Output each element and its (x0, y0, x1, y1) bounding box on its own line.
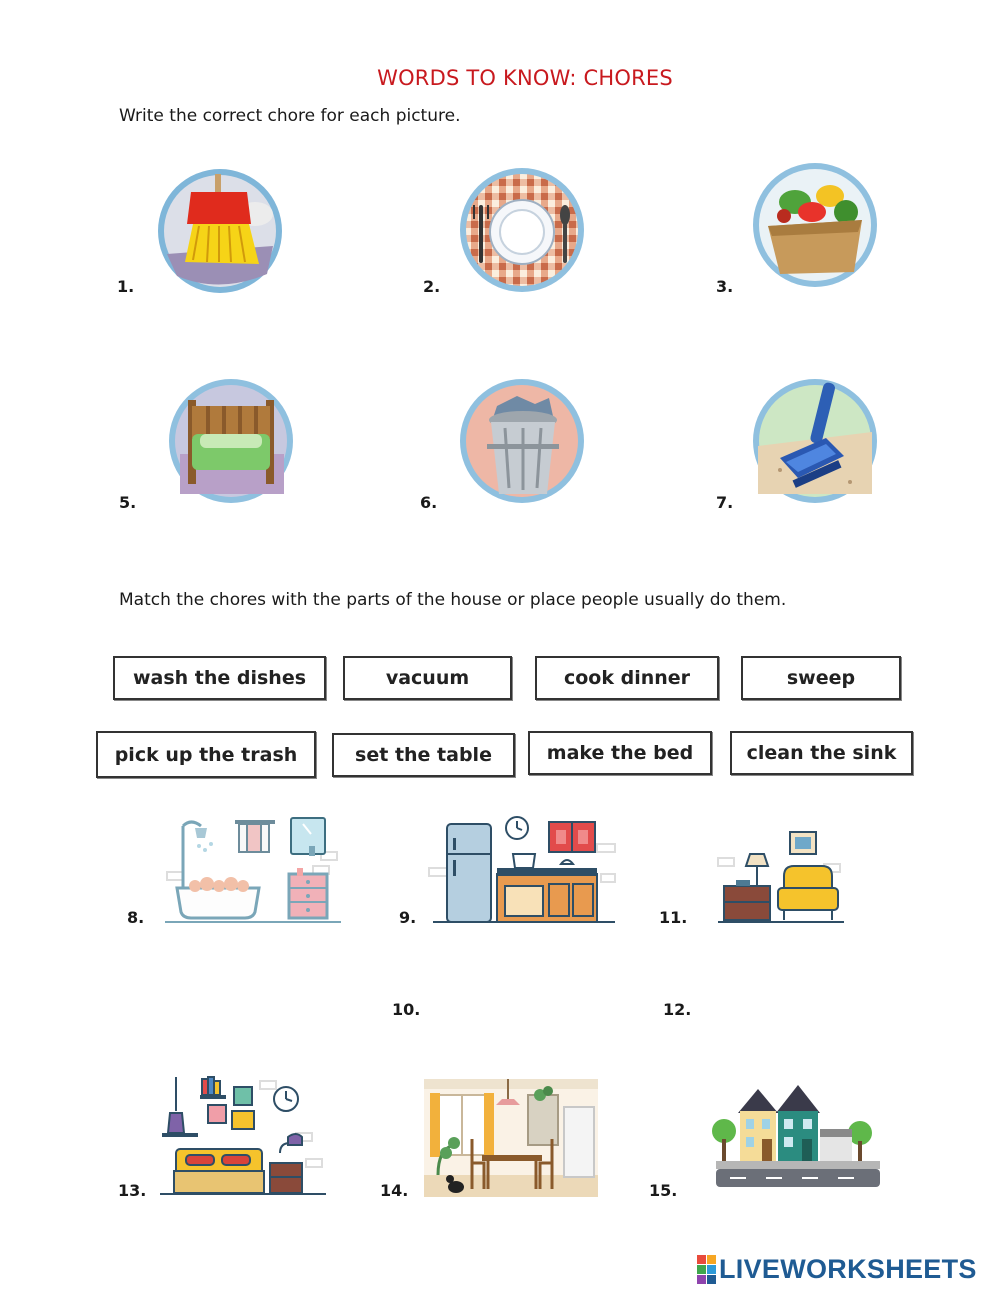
place-number: 10. (392, 1000, 421, 1019)
place-number: 11. (659, 908, 688, 927)
logo-text: LIVEWORKSHEETS (719, 1253, 977, 1284)
word-card[interactable]: pick up the trash (96, 731, 316, 778)
vacuum-cleaner-icon (750, 376, 880, 506)
liveworksheets-logo (697, 1253, 977, 1285)
word-card[interactable]: clean the sink (730, 731, 913, 775)
dining-room-icon (424, 1079, 598, 1197)
word-card[interactable]: cook dinner (535, 656, 719, 700)
item-number: 5. (119, 493, 137, 512)
word-card[interactable]: vacuum (343, 656, 512, 700)
instruction-write: Write the correct chore for each picture. (119, 106, 461, 126)
place-number: 12. (663, 1000, 692, 1019)
word-card[interactable]: set the table (332, 733, 515, 777)
bathroom-icon (155, 812, 345, 927)
logo-blocks-icon (697, 1255, 716, 1284)
broom-sweeping-icon (155, 166, 285, 296)
place-number: 9. (399, 908, 417, 927)
place-number: 15. (649, 1181, 678, 1200)
page-title: WORDS TO KNOW: CHORES (377, 66, 673, 90)
kitchen-icon (425, 814, 620, 926)
item-number: 1. (117, 277, 135, 296)
living-room-icon (716, 824, 846, 926)
table-setting-icon (457, 165, 587, 295)
bed-icon (166, 376, 296, 506)
bedroom-icon (156, 1073, 330, 1197)
item-number: 3. (716, 277, 734, 296)
word-card[interactable]: sweep (741, 656, 901, 700)
instruction-match: Match the chores with the parts of the house or place people usually do them. (119, 590, 787, 610)
street-houses-icon (710, 1077, 882, 1189)
place-number: 13. (118, 1181, 147, 1200)
place-number: 8. (127, 908, 145, 927)
item-number: 2. (423, 277, 441, 296)
word-card[interactable]: wash the dishes (113, 656, 326, 700)
cooking-ingredients-icon (750, 160, 880, 290)
item-number: 7. (716, 493, 734, 512)
trash-can-icon (457, 376, 587, 506)
word-card[interactable]: make the bed (528, 731, 712, 775)
item-number: 6. (420, 493, 438, 512)
place-number: 14. (380, 1181, 409, 1200)
